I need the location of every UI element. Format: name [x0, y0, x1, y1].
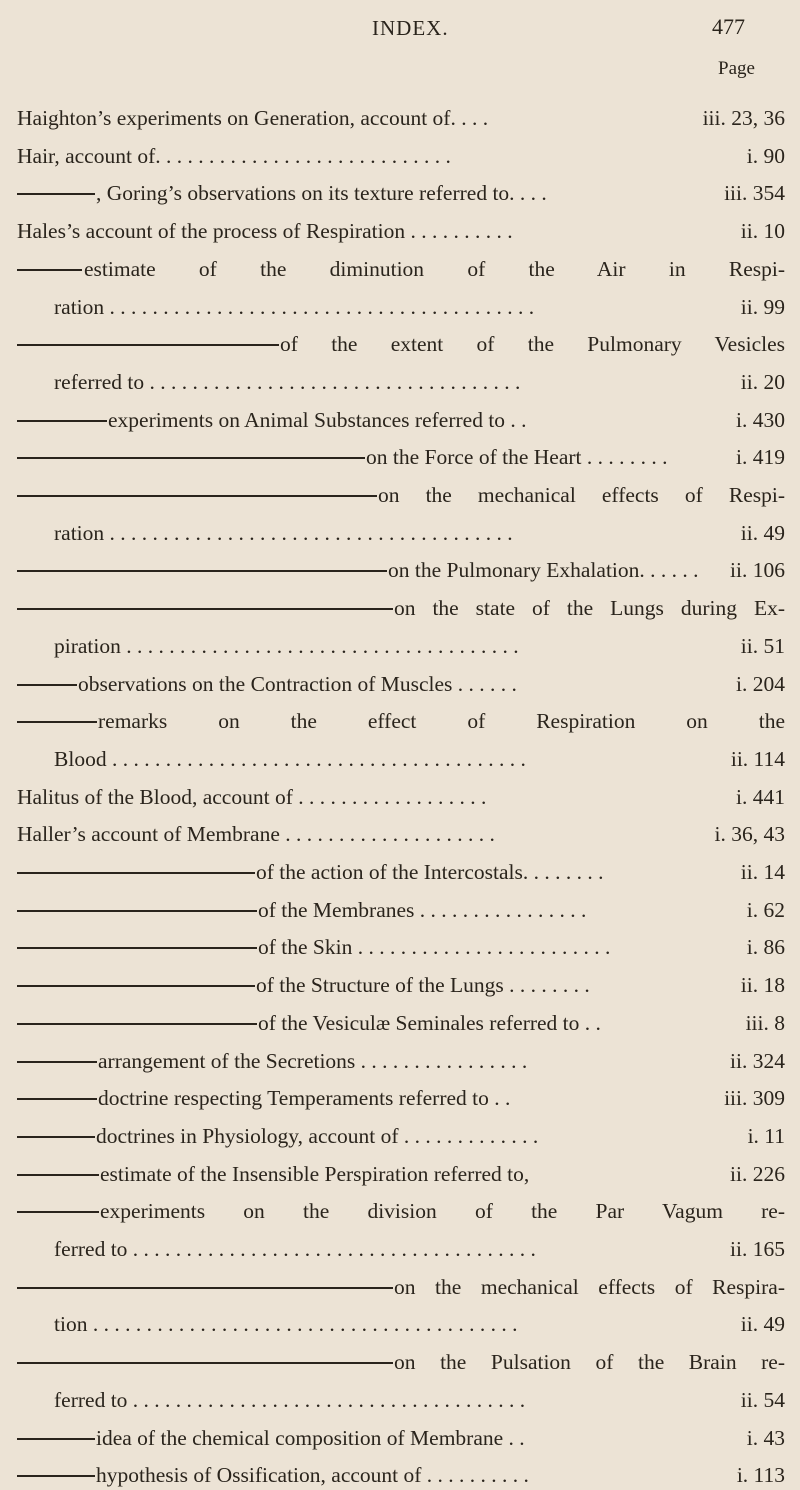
entry-page-ref: i. 62 — [746, 897, 785, 922]
index-entry — [0, 442, 800, 472]
ditto-rule — [17, 1061, 97, 1063]
ditto-rule — [17, 721, 97, 723]
index-entry — [0, 1309, 800, 1339]
index-entry — [0, 970, 800, 1000]
entry-page-ref: i. 11 — [747, 1123, 785, 1148]
index-entry — [0, 895, 800, 925]
entry-page-ref: i. 430 — [736, 407, 785, 432]
entry-page-ref: iii. 23, 36 — [702, 106, 785, 130]
index-entry — [0, 103, 800, 133]
entry-text: of the extent of the Pulmonary Vesicles — [280, 332, 785, 357]
index-entry — [0, 782, 800, 812]
ditto-rule — [17, 193, 95, 195]
entry-text: of the Vesiculæ Seminales referred to . . — [258, 1010, 601, 1035]
entry-text: ferred to . . . . . . . . . . . . . . . . . . . . . . . . . . . . . . . . . . . . . — [54, 1387, 526, 1412]
entry-text: tion . . . . . . . . . . . . . . . . . . . . . . . . . . . . . . . . . . . . . . . . — [54, 1312, 518, 1337]
entry-text: Halitus of the Blood, account of . . . . . . . . . . . . . . . . . . — [17, 784, 487, 809]
entry-text: Haller’s account of Membrane . . . . . . . . . . . . . . . . . . . . — [17, 822, 495, 847]
running-head: INDEX. — [372, 16, 449, 40]
index-entry — [0, 480, 800, 510]
entry-text: on the mechanical effects of Respira- — [394, 1274, 785, 1299]
entry-text: idea of the chemical composition of Membrane . . — [96, 1425, 525, 1450]
index-entry — [0, 518, 800, 548]
index-entry — [0, 555, 800, 585]
entry-text: on the Force of the Heart . . . . . . . . — [366, 445, 668, 470]
entry-page-ref: i. 86 — [746, 935, 785, 960]
entry-text: Hales’s account of the process of Respiration . . . . . . . . . . — [17, 219, 513, 244]
index-entry — [0, 1046, 800, 1076]
entry-text: ration . . . . . . . . . . . . . . . . . . . . . . . . . . . . . . . . . . . . . . — [54, 520, 513, 545]
ditto-rule — [17, 1136, 95, 1138]
index-entry — [0, 1121, 800, 1151]
entry-page-ref: ii. 49 — [740, 520, 785, 545]
entry-page-ref: i. 441 — [736, 784, 785, 809]
index-entry — [0, 216, 800, 246]
page-number: 477 — [712, 14, 745, 39]
entry-text: Blood . . . . . . . . . . . . . . . . . . . . . . . . . . . . . . . . . . . . . . . — [54, 746, 526, 771]
index-entry — [0, 1008, 800, 1038]
ditto-rule — [17, 1098, 97, 1100]
index-entry — [0, 367, 800, 397]
entry-text: hypothesis of Ossification, account of . . . . . . . . . . — [96, 1463, 529, 1488]
entry-text: estimate of the Insensible Perspiration referred to, — [100, 1161, 530, 1186]
index-entry — [0, 857, 800, 887]
index-entry — [0, 1272, 800, 1302]
ditto-rule — [17, 269, 82, 271]
entry-text: of the Structure of the Lungs . . . . . . . . — [256, 973, 590, 998]
entry-page-ref: ii. 20 — [740, 369, 785, 394]
index-entry — [0, 819, 800, 849]
entry-text: ration . . . . . . . . . . . . . . . . . . . . . . . . . . . . . . . . . . . . . . . . — [54, 294, 535, 319]
entry-text: piration . . . . . . . . . . . . . . . . . . . . . . . . . . . . . . . . . . . . . — [54, 633, 519, 658]
ditto-rule — [17, 570, 387, 572]
index-entry — [0, 329, 800, 359]
index-entry — [0, 1159, 800, 1189]
entry-page-ref: ii. 99 — [740, 294, 785, 319]
entry-text: arrangement of the Secretions . . . . . . . . . . . . . . . . — [98, 1048, 528, 1073]
entry-page-ref: ii. 18 — [740, 973, 785, 998]
entry-page-ref: i. 204 — [736, 671, 785, 696]
ditto-rule — [17, 985, 255, 987]
ditto-rule — [17, 1362, 393, 1364]
entry-page-ref: ii. 114 — [730, 746, 785, 771]
entry-text: on the Pulsation of the Brain re- — [394, 1350, 785, 1375]
index-entry — [0, 254, 800, 284]
index-entry — [0, 405, 800, 435]
entry-page-ref: i. 419 — [736, 445, 785, 470]
entry-page-ref: iii. 8 — [745, 1010, 785, 1035]
ditto-rule — [17, 872, 255, 874]
ditto-rule — [17, 684, 77, 686]
entry-text: on the mechanical effects of Respi- — [378, 483, 785, 507]
index-entry — [0, 631, 800, 661]
index-entry — [0, 292, 800, 322]
ditto-rule — [17, 457, 365, 459]
entry-text: experiments on Animal Substances referred to . . — [108, 407, 527, 432]
entry-page-ref: ii. 226 — [730, 1161, 785, 1186]
entry-page-ref: ii. 10 — [740, 219, 785, 244]
entry-page-ref: ii. 324 — [730, 1048, 785, 1073]
ditto-rule — [17, 947, 257, 949]
entry-page-ref: ii. 14 — [740, 860, 785, 884]
entry-page-ref: ii. 54 — [740, 1387, 785, 1412]
entry-text: on the state of the Lungs during Ex- — [394, 596, 785, 621]
entry-page-ref: ii. 51 — [740, 633, 785, 658]
index-entry — [0, 1385, 800, 1415]
entry-text: , Goring’s observations on its texture referred to. . . . — [96, 181, 547, 206]
entry-page-ref: ii. 49 — [740, 1312, 785, 1337]
entry-text: of the Membranes . . . . . . . . . . . . . . . . — [258, 897, 587, 922]
entry-page-ref: i. 113 — [736, 1463, 785, 1488]
entry-text: observations on the Contraction of Muscles . . . . . . — [78, 671, 517, 696]
index-entry — [0, 1460, 800, 1490]
entry-text: doctrines in Physiology, account of . . . . . . . . . . . . . — [96, 1123, 539, 1148]
entry-text: ferred to . . . . . . . . . . . . . . . . . . . . . . . . . . . . . . . . . . . . . . — [54, 1237, 536, 1261]
entry-page-ref: iii. 354 — [724, 181, 785, 206]
index-entry — [0, 932, 800, 962]
entry-page-ref: i. 36, 43 — [714, 822, 785, 847]
index-entry — [0, 1347, 800, 1377]
index-entry — [0, 178, 800, 208]
entry-page-ref: ii. 165 — [730, 1237, 785, 1261]
ditto-rule — [17, 1287, 393, 1289]
index-entry — [0, 706, 800, 736]
ditto-rule — [17, 910, 257, 912]
index-entry — [0, 1083, 800, 1113]
index-entry — [0, 141, 800, 171]
entry-text: on the Pulmonary Exhalation. . . . . . — [388, 558, 699, 583]
index-entry — [0, 1234, 800, 1264]
entry-text: remarks on the effect of Respiration on the — [98, 709, 785, 734]
ditto-rule — [17, 495, 377, 497]
index-entry — [0, 593, 800, 623]
entry-text: referred to . . . . . . . . . . . . . . . . . . . . . . . . . . . . . . . . . . . — [54, 369, 521, 394]
ditto-rule — [17, 1438, 95, 1440]
entry-page-ref: ii. 106 — [730, 558, 785, 583]
entry-text: Hair, account of. . . . . . . . . . . . . . . . . . . . . . . . . . . . — [17, 143, 451, 168]
ditto-rule — [17, 1475, 95, 1477]
index-entry — [0, 744, 800, 774]
page-column-label: Page — [718, 58, 755, 79]
entry-text: experiments on the division of the Par Vagum re- — [100, 1199, 785, 1224]
entry-page-ref: i. 43 — [746, 1425, 785, 1450]
ditto-rule — [17, 1023, 257, 1025]
entry-page-ref: iii. 309 — [724, 1086, 785, 1111]
index-entry — [0, 669, 800, 699]
entry-text: estimate of the diminution of the Air in Respi- — [84, 256, 785, 281]
index-entry — [0, 1423, 800, 1453]
entry-text: of the action of the Intercostals. . . . . . . . — [256, 860, 604, 884]
index-entry — [0, 1196, 800, 1226]
entry-page-ref: i. 90 — [746, 143, 785, 168]
entry-text: Haighton’s experiments on Generation, account of. . . . — [17, 106, 489, 130]
ditto-rule — [17, 1211, 99, 1213]
ditto-rule — [17, 344, 279, 346]
entry-text: doctrine respecting Temperaments referred to . . — [98, 1086, 511, 1111]
ditto-rule — [17, 420, 107, 422]
entry-text: of the Skin . . . . . . . . . . . . . . . . . . . . . . . . — [258, 935, 611, 960]
ditto-rule — [17, 608, 393, 610]
ditto-rule — [17, 1174, 99, 1176]
